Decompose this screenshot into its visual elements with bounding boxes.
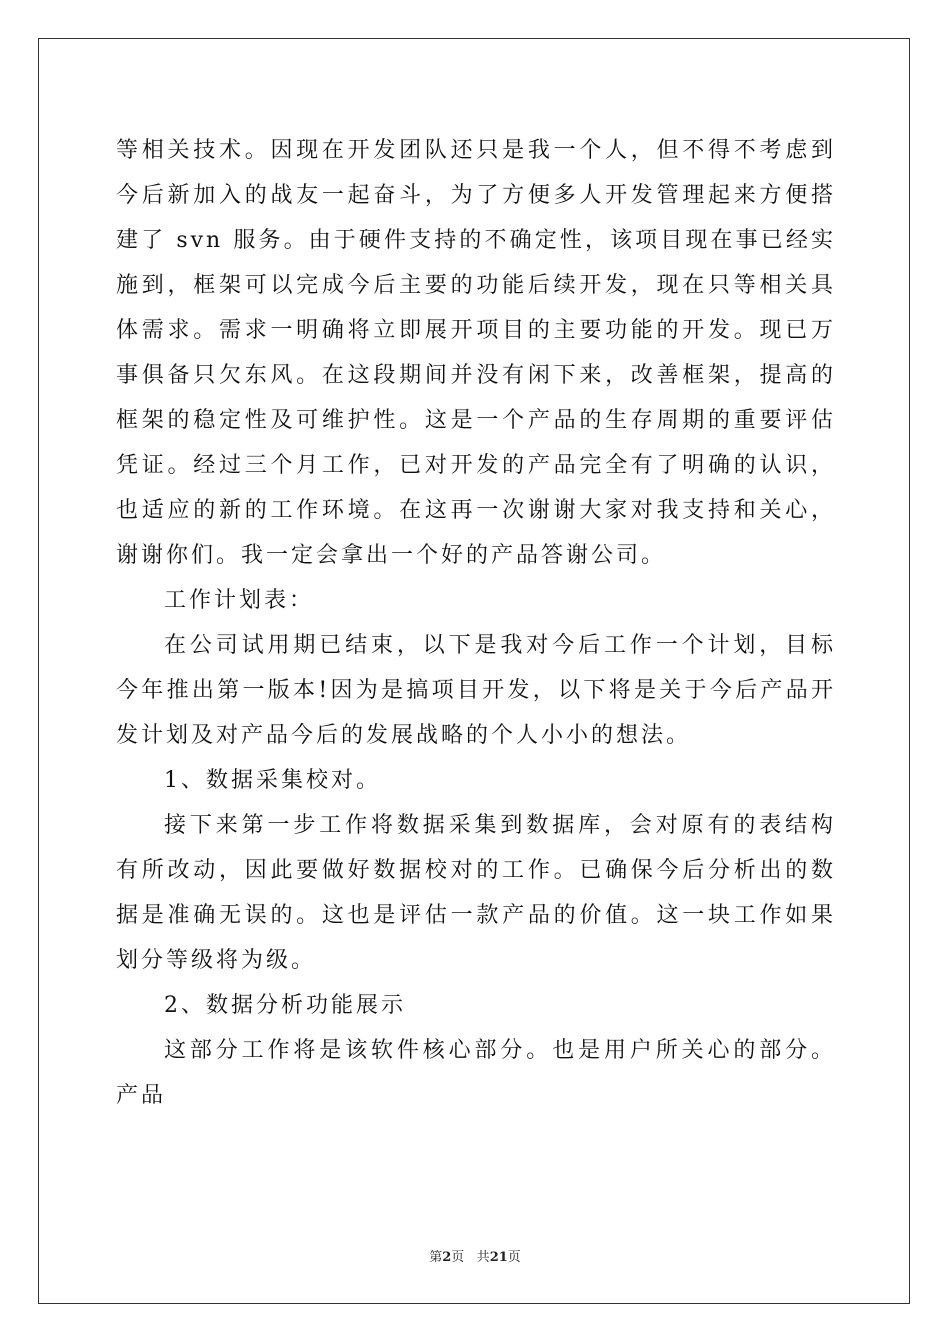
current-page-number: 2 bbox=[442, 1250, 452, 1265]
total-suffix: 页 bbox=[507, 1250, 521, 1265]
paragraph-intro: 等相关技术。因现在开发团队还只是我一个人，但不得不考虑到今后新加入的战友一起奋斗，为了方便多人开发管理起来方便搭建了 svn 服务。由于硬件支持的不确定性，该项目现在事已经实施到，框架可以完成今后主要的功能后续开发，现在只等相关具体需求。需求一明确将立即展开项目的主要功能的开发。现已万事俱备只欠东风。在这段期间并没有闲下来，改善框架，提高的框架的稳定性及可维护性。这是一个产品的生存周期的重要评估凭证。经过三个月工作，已对开发的产品完全有了明确的认识，也适应的新的工作环境。在这再一次谢谢大家对我支持和关心，谢谢你们。我一定会拿出一个好的产品答谢公司。 bbox=[116, 138, 836, 568]
page-prefix: 第 bbox=[429, 1250, 443, 1265]
paragraph-section-1: 接下来第一步工作将数据采集到数据库，会对原有的表结构有所改动，因此要做好数据校对的工作。已确保今后分析出的数据是准确无误的。这也是评估一款产品的价值。这一块工作如果划分等级将为级。 bbox=[116, 813, 836, 973]
paragraph-plan-heading: 工作计划表： bbox=[164, 588, 315, 613]
section-heading-1: 1、数据采集校对。 bbox=[164, 768, 381, 793]
paragraph-section-2: 这部分工作将是该软件核心部分。也是用户所关心的部分。产品 bbox=[116, 1038, 836, 1108]
page-footer bbox=[0, 1246, 950, 1265]
paragraph-plan-intro: 在公司试用期已结束，以下是我对今后工作一个计划，目标今年推出第一版本!因为是搞项目开发，以下将是关于今后产品开发计划及对产品今后的发展战略的个人小小的想法。 bbox=[116, 633, 836, 748]
section-heading-2: 2、数据分析功能展示 bbox=[164, 993, 406, 1018]
total-pages-number: 21 bbox=[489, 1250, 508, 1265]
page-suffix: 页 bbox=[451, 1250, 465, 1265]
total-prefix: 共 bbox=[476, 1250, 490, 1265]
document-body bbox=[116, 128, 836, 1118]
